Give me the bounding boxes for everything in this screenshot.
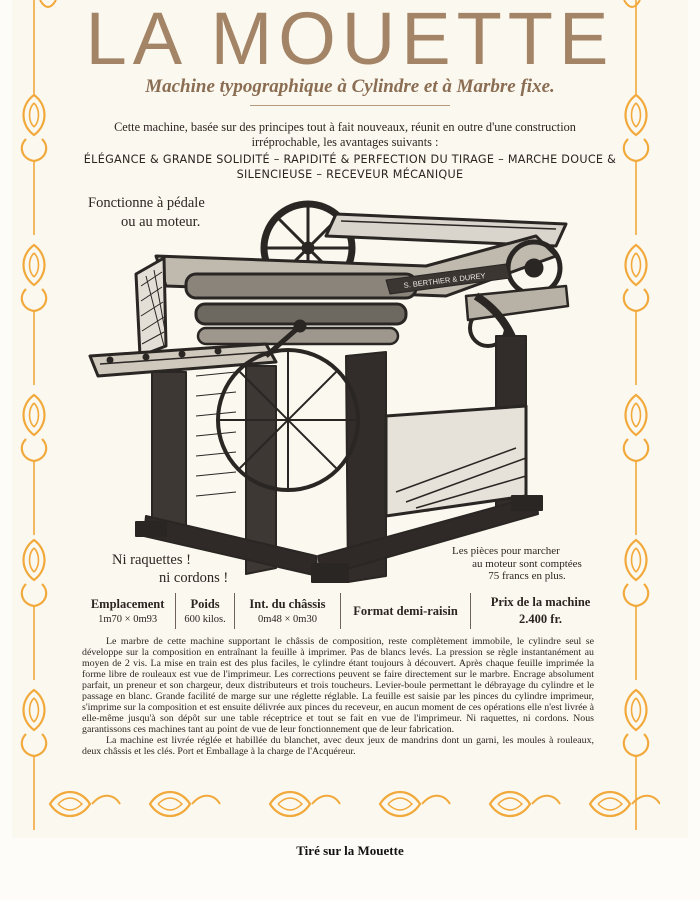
description-paragraph: La machine est livrée réglée et habillée du blanchet, avec deux jeux de mandrins dont un garni, les moules à rouleaux, deux châssis et les clés. Port et Emballage à la charge de l'Acquéreur.: [82, 734, 594, 757]
right-floral-border-icon: [616, 0, 656, 830]
spec-value: 600 kilos.: [184, 614, 226, 625]
spec-value: 0m48 × 0m30: [257, 614, 317, 625]
spec-prix: [471, 593, 610, 629]
no-racquets-line: ni cordons !: [159, 570, 229, 586]
motor-parts-note: [452, 545, 602, 583]
pedal-note-line: ou au moteur.: [121, 214, 201, 230]
description-paragraph: Le marbre de cette machine supportant le châssis de composition, reste complètement immobile, le cylindre seul se développe sur la composition en entraînant la feuille à imprimer. Pas de blancs levés. La pression se règle instantanément au moyen de 2 vis. La mise en train est des plus faciles, le cylindre étant toujours à découvert. Après chaque feuille imprimée la forme libre de rouleaux est vue de l'imprimeur. Les corrections peuvent se faire directement sur le marbre. Encrage absolument parfait, un preneur et son chargeur, deux distributeurs et trois toucheurs. Levier-boule permettant le débrayage du cylindre et le passage en blanc. Grande facilité de marge sur une réglette réglable. La feuille est saisie par les pinces du cylindre imprimeur, s'imprime sur la composition et est ensuite délivrée aux pinces du receveur, en aucun moment de ces opérations elle n'est livrée à elle-même jusqu'à son dépôt sur une table réceptrice et tout se fait en vue de l'imprimeur. Ni raquettes, ni cordons. Nous garantissons ces machines tant au point de vue de leur fonctionnement que de leur fabrication.: [82, 636, 594, 735]
no-racquets-note: [112, 551, 228, 587]
spec-chassis: [235, 593, 341, 629]
printing-press-illustration: [86, 196, 574, 588]
machine-plate-label: S. BERTHIER & DUREY: [403, 271, 487, 290]
motor-parts-line: 75 francs en plus.: [488, 570, 566, 582]
motor-parts-line: Les pièces pour marcher: [452, 545, 560, 557]
page-subtitle: Machine typographique à Cylindre et à Marbre fixe.: [145, 76, 555, 97]
spec-emplacement: [80, 593, 176, 629]
motor-parts-line: au moteur sont comptées: [472, 557, 582, 570]
description-text: [82, 637, 594, 757]
left-floral-border-icon: [14, 0, 54, 830]
spec-poids: [176, 593, 235, 629]
specifications-table: [80, 593, 610, 629]
page-title: LA MOUETTE: [85, 0, 615, 80]
spec-value: 1m70 × 0m93: [98, 614, 158, 625]
divider: [250, 105, 450, 106]
pedal-note-line: Fonctionne à pédale: [88, 195, 205, 211]
spec-label: Prix de la machine: [490, 595, 591, 609]
spec-value: 2.400 fr.: [519, 612, 562, 626]
intro-text: Cette machine, basée sur des principes tout à fait nouveaux, réunit en outre d'une construction irréprochable, les avantages suivants :: [114, 120, 576, 149]
spec-label: Poids: [190, 597, 220, 611]
page-footer: Tiré sur la Mouette: [296, 843, 404, 858]
features-list: ÉLÉGANCE & GRANDE SOLIDITÉ – RAPIDITÉ & PERFECTION DU TIRAGE – MARCHE DOUCE & SILENCIEUSE – RECEVEUR MÉCANIQUE: [83, 153, 617, 181]
bottom-floral-border-icon: [30, 786, 660, 822]
spec-label: Emplacement: [90, 597, 165, 611]
spec-label: Format demi-raisin: [353, 603, 458, 618]
spec-format: [341, 593, 471, 629]
no-racquets-line: Ni raquettes !: [112, 552, 191, 568]
spec-label: Int. du châssis: [249, 597, 326, 611]
